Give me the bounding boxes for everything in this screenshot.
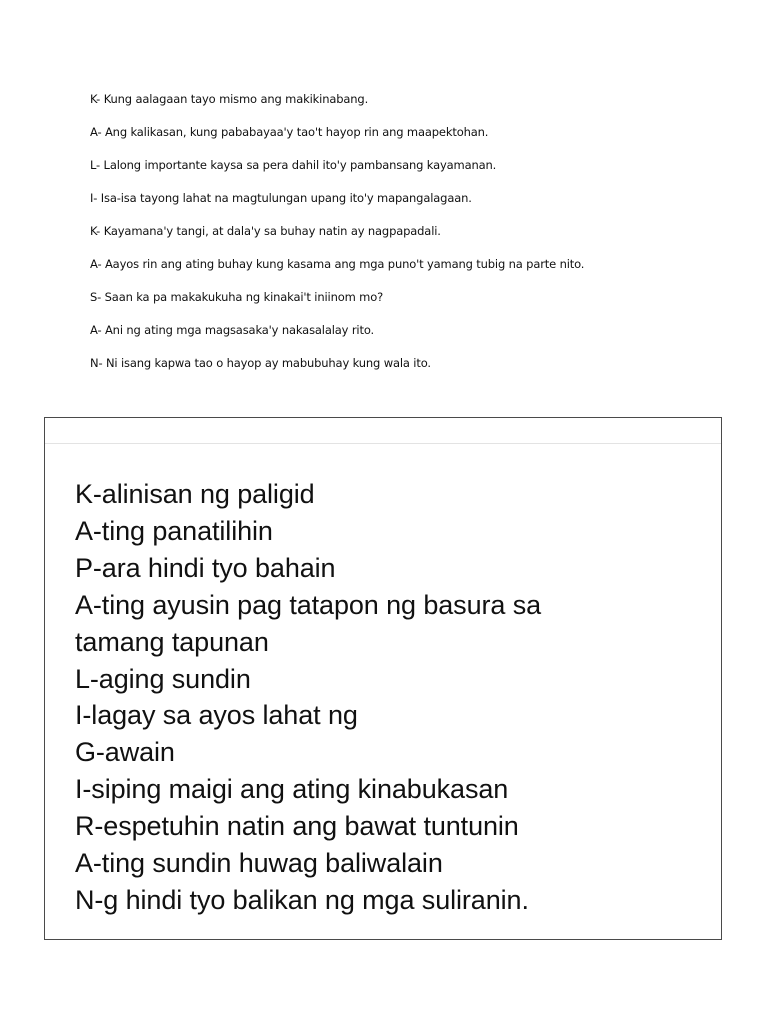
card-line-k: K-alinisan ng paligid: [75, 479, 315, 509]
card-line-a3: A-ting sundin huwag baliwalain: [75, 848, 443, 879]
acrostic-line-k2: K- Kayamana'y tangi, at dala'y sa buhay natin ay nagpapadali.: [90, 224, 441, 238]
kapaligiran-acrostic-card: [44, 417, 722, 940]
card-line-g: G-awain: [75, 737, 175, 768]
card-line-p: P-ara hindi tyo bahain: [75, 552, 336, 583]
acrostic-line-s: S- Saan ka pa makakukuha ng kinakai't iniinom mo?: [90, 290, 384, 304]
kapaligiran-acrostic: [75, 476, 715, 919]
card-line-continuation: tamang tapunan: [75, 626, 269, 657]
card-line-l: L-aging sundin: [75, 663, 251, 694]
acrostic-line-n: N- Ni isang kapwa tao o hayop ay mabubuhay kung wala ito.: [90, 356, 431, 370]
card-line-a2: A-ting ayusin pag tatapon ng basura sa: [75, 589, 542, 620]
acrostic-line-a3: A- Ani ng ating mga magsasaka'y nakasalalay rito.: [90, 323, 375, 337]
card-line-r: R-espetuhin natin ang bawat tuntunin: [75, 811, 519, 842]
acrostic-line-l: L- Lalong importante kaysa sa pera dahil ito'y pambansang kayamanan.: [90, 158, 497, 172]
card-line-a: A-ting panatilihin: [75, 515, 273, 546]
card-line-i2: I-siping maigi ang ating kinabukasan: [75, 774, 509, 805]
card-line-i: I-lagay sa ayos lahat ng: [75, 700, 358, 731]
acrostic-line-k: K- Kung aalagaan tayo mismo ang makikinabang.: [90, 92, 369, 106]
kalikasan-acrostic: [90, 92, 710, 389]
acrostic-line-a: A- Ang kalikasan, kung pababayaa'y tao't hayop rin ang maapektohan.: [90, 125, 489, 139]
acrostic-line-a2: A- Aayos rin ang ating buhay kung kasama ang mga puno't yamang tubig na parte nito.: [90, 257, 585, 271]
card-divider: [45, 443, 721, 444]
card-line-n: N-g hindi tyo balikan ng mga suliranin.: [75, 884, 529, 915]
acrostic-line-i: I- Isa-isa tayong lahat na magtulungan upang ito'y mapangalagaan.: [90, 191, 472, 205]
